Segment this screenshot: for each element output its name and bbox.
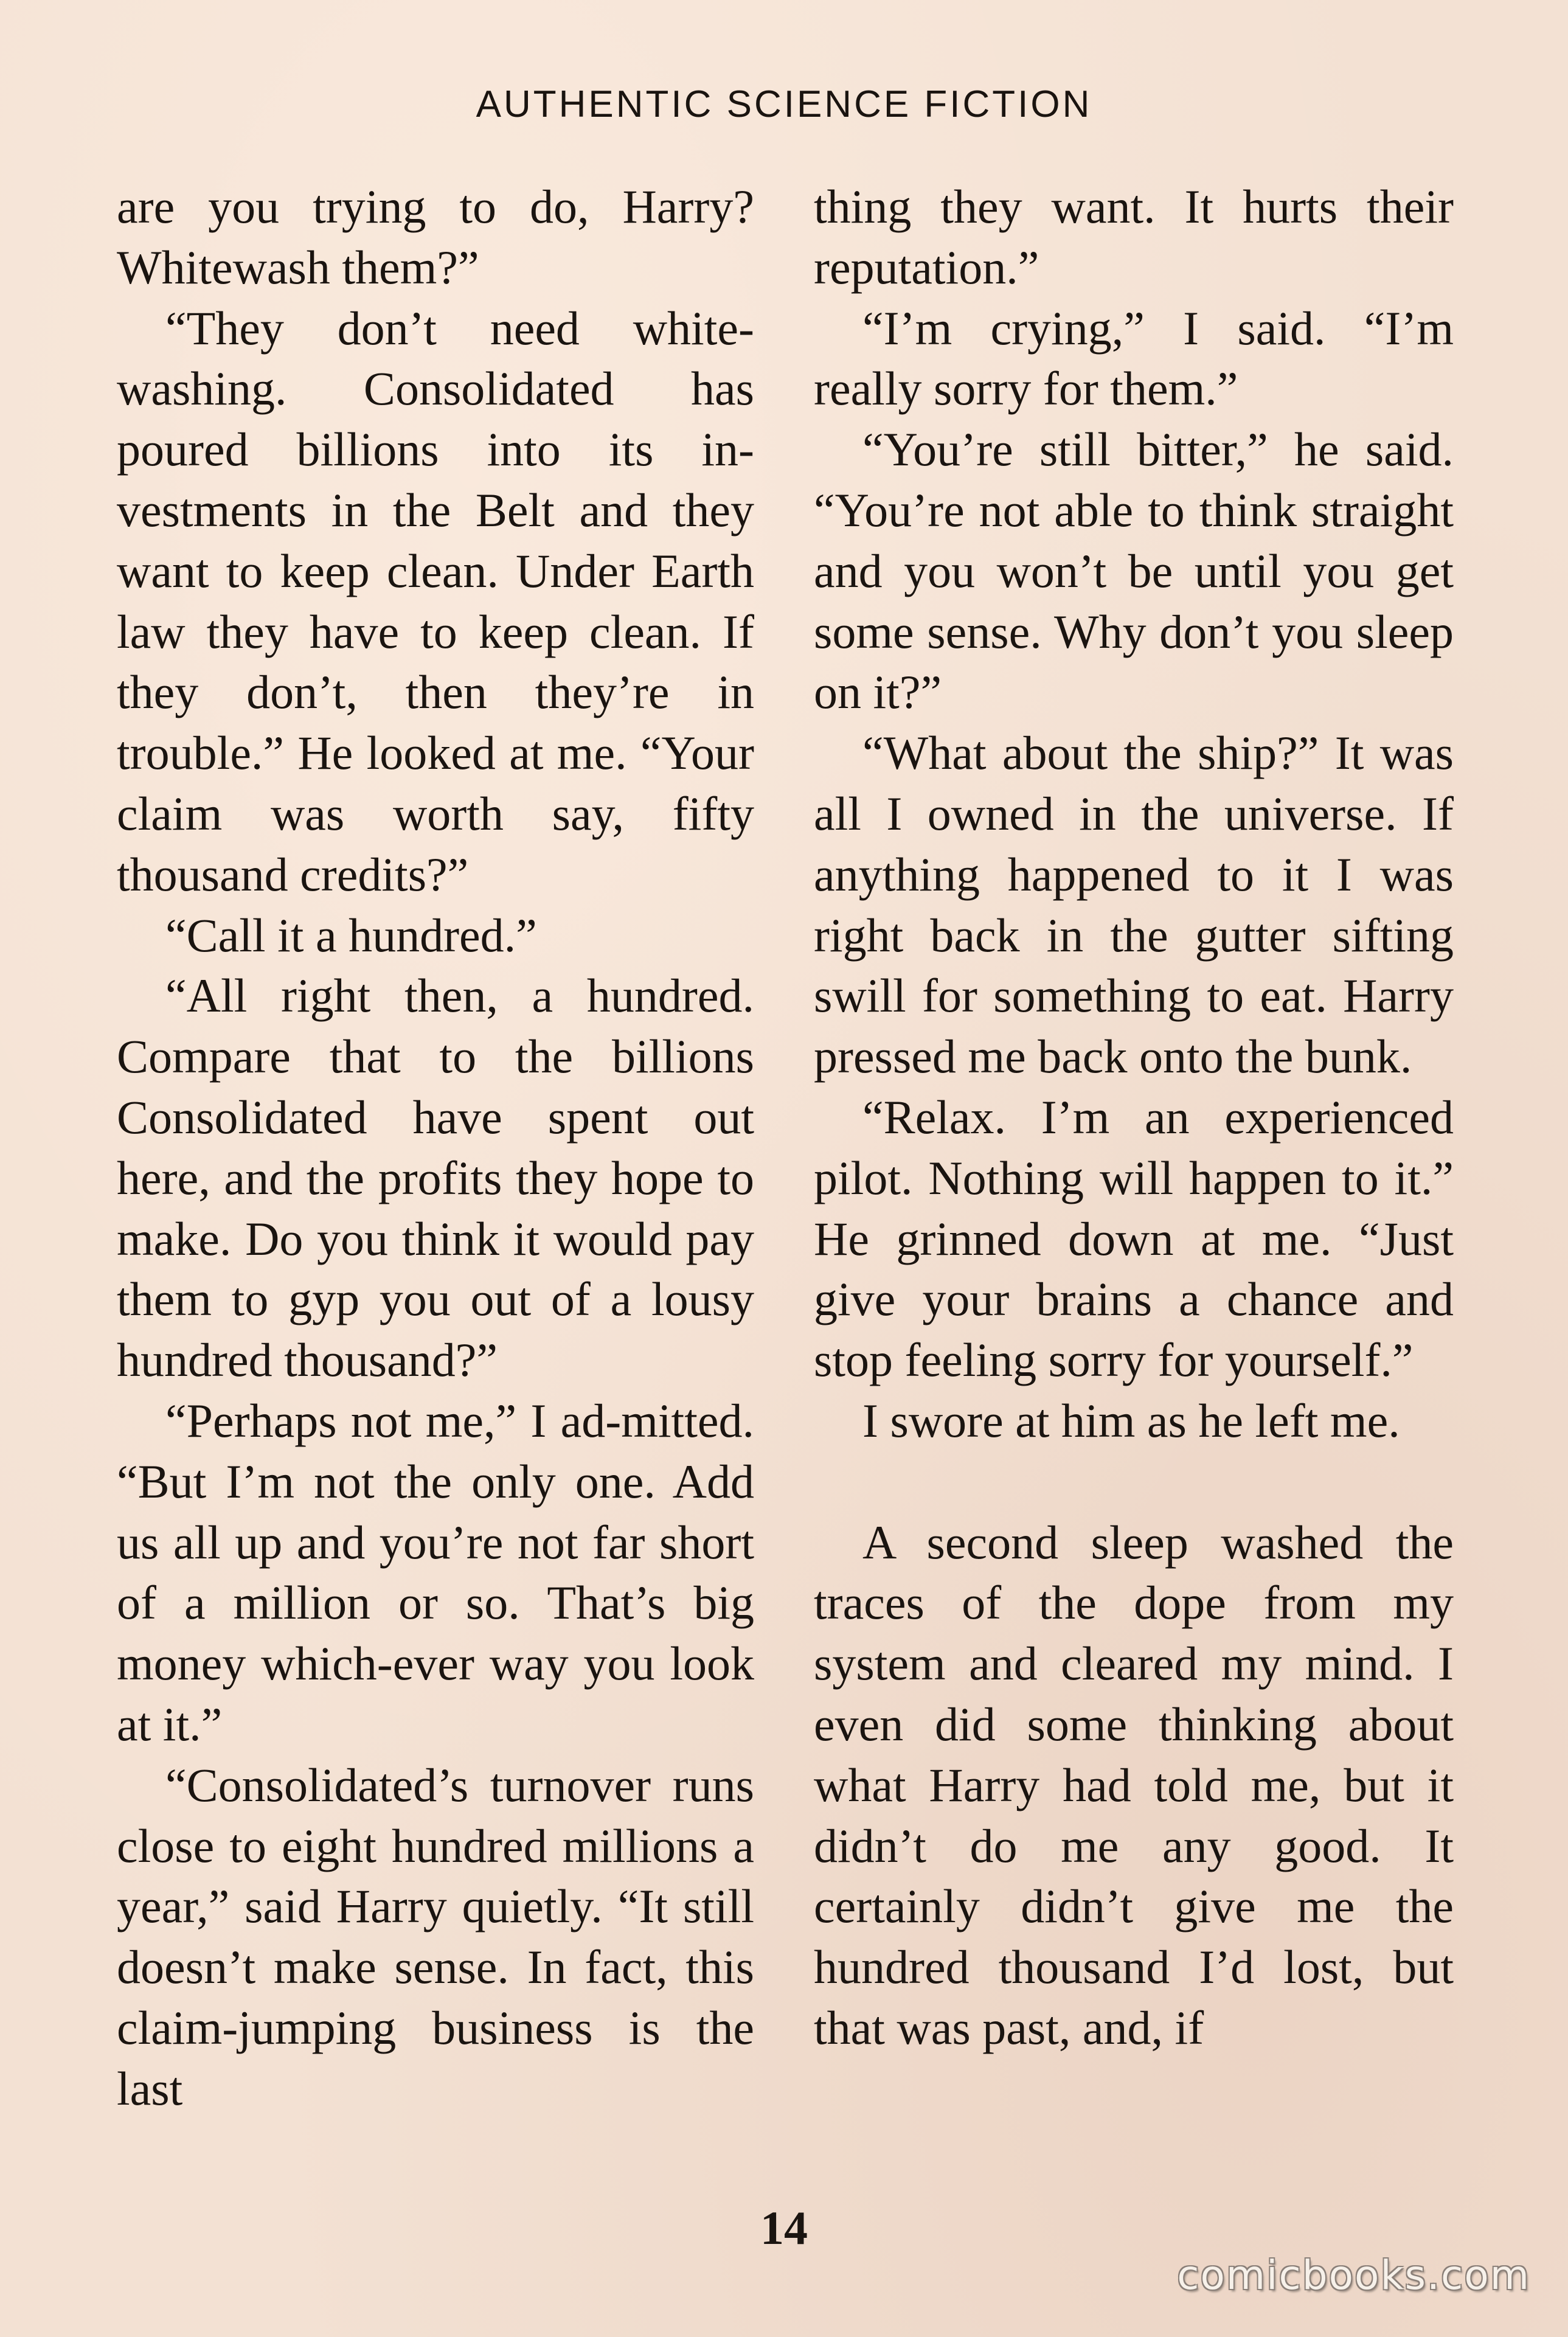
paragraph: “All right then, a hundred. Compare that to the billions Consolidated have spent out here, and the profits they hope to make. Do you think it would pay them to gyp you out of a lousy hundred thousand?” [117,969,754,1387]
paragraph: thing they want. It hurts their reputation.” [814,180,1454,294]
page-number: 14 [760,2201,808,2254]
paragraph: “What about the ship?” It was all I owned in the universe. If anything happened to it I was right back in the gutter sifting swill for something to eat. Harry pressed me back onto the bunk. [814,726,1454,1083]
paragraph: “Consolidated’s turnover runs close to eight hundred millions a year,” said Harry quietly. “It still doesn’t make sense. In fact, this claim-jumping business is the last [117,1758,754,2115]
left-text-column [117,176,754,2119]
running-head: AUTHENTIC SCIENCE FICTION [476,83,1092,125]
paragraph: are you trying to do, Harry? Whitewash them?” [117,180,754,294]
paragraph: A second sleep washed the traces of the dope from my system and cleared my mind. I even did some thinking about what Harry had told me, but it didn’t do me any good. It certainly didn’t give me the hundred thousand I’d lost, but that was past, and, if [814,1515,1454,2054]
paragraph: “I’m crying,” I said. “I’m really sorry for them.” [814,301,1454,415]
right-text-column [814,176,1454,2058]
paragraph: “You’re still bitter,” he said. “You’re not able to think straight and you won’t be until you get some sense. Why don’t you sleep on it?” [814,423,1454,719]
paragraph: I swore at him as he left me. [862,1394,1400,1447]
paragraph: “Perhaps not me,” I ad-mitted. “But I’m not the only one. Add us all up and you’re not far short of a million or so. That’s big money which-ever way you look at it.” [117,1394,754,1751]
watermark-logo: comicbooks.com [1177,2252,1530,2299]
scene-break [814,1451,1454,1512]
paragraph: “Call it a hundred.” [165,908,537,962]
paragraph: “They don’t need white-washing. Consolidated has poured billions into its in-vestments in the Belt and they want to keep clean. Under Earth law they have to keep clean. If they don’t, then they’re in trouble.” He looked at me. “Your claim was worth say, fifty thousand credits?” [117,301,754,901]
paragraph: “Relax. I’m an experienced pilot. Nothing will happen to it.” He grinned down at me. “Just give your brains a chance and stop feeling sorry for yourself.” [814,1090,1454,1387]
